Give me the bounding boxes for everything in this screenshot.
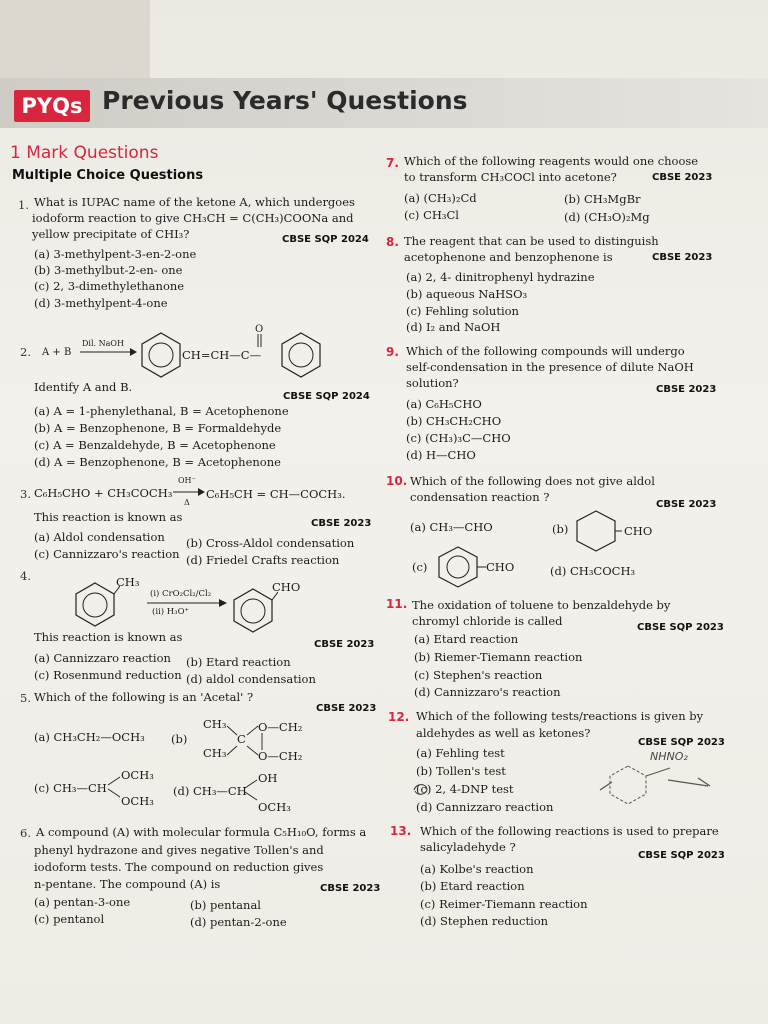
q6-option-a: (a) pentan-3-one [34,895,131,909]
q2-option-c: (c) A = Benzaldehyde, B = Acetophenone [34,438,276,452]
q7-number: 7. [386,156,399,170]
q9-option-b: (b) CH₃CH₂CHO [406,414,502,428]
q3-number: 3. [20,487,31,501]
q4-number: 4. [20,569,31,583]
q9-tag: CBSE 2023 [656,384,717,395]
q2-option-d: (d) A = Benzophenone, B = Acetophenone [34,455,281,469]
q7-tag: CBSE 2023 [652,172,713,183]
q10-tag: CBSE 2023 [656,499,717,510]
q3-question: This reaction is known as [34,510,183,524]
q5-d-bonds [243,778,261,804]
q6-line1: A compound (A) with molecular formula C₅H₁₀O, forms a [36,825,367,839]
q11-option-b: (b) Riemer-Tiemann reaction [414,650,583,664]
q11-option-a: (a) Etard reaction [414,632,519,646]
q5-option-c: (c) CH₃—CH [34,781,107,795]
q3-product: C₆H₅CH = CH—COCH₃. [206,487,346,501]
q5-option-b-label: (b) [171,732,188,746]
q5-number: 5. [20,691,31,705]
q3-reactants: C₆H₅CHO + CH₃COCH₃ [34,486,173,500]
q3-option-c: (c) Cannizzaro's reaction [34,547,180,561]
q12-handwritten-note: NHNO₂ [650,750,688,763]
q1-line3: yellow precipitate of CHI₃? [32,227,190,241]
q12-option-c: (c) 2, 4-DNP test [416,782,514,796]
q9-number: 9. [386,345,399,359]
q6-option-d: (d) pentan-2-one [190,915,287,929]
q5-b-ch3-top: CH₃ [203,717,227,731]
q12-answer-mark [412,780,430,798]
q1-option-a: (a) 3-methylpent-3-en-2-one [34,247,197,261]
q4-option-b: (b) Etard reaction [186,655,291,669]
q3-option-a: (a) Aldol condensation [34,530,165,544]
q3-reagent-bottom: Δ [184,498,190,507]
page-title: Previous Years' Questions [102,86,468,115]
q13-tag: CBSE SQP 2023 [638,850,725,861]
q9-line1: Which of the following compounds will undergo [406,344,685,358]
q2-option-a: (a) A = 1-phenylethanal, B = Acetophenone [34,404,289,418]
q5-c-top: OCH₃ [121,768,154,782]
pyqs-badge: PYQs [14,90,90,122]
q10-cyclohexane-ring [572,508,622,554]
q5-b-ch3-bottom: CH₃ [203,746,227,760]
q10-number: 10. [386,474,408,488]
q4-reagent1: (i) CrO₂Cl₂/Cl₂ [150,589,212,599]
q2-number: 2. [20,345,31,359]
q5-d-top: OH [258,771,278,785]
q8-line1: The reagent that can be used to distinguish [404,234,659,248]
q7-line2: to transform CH₃COCl into acetone? [404,170,617,184]
q10-option-c-group: CHO [486,560,515,574]
q3-arrow [172,487,206,497]
q2-benzene-ring-left [136,330,186,380]
section-title: 1 Mark Questions [10,143,159,163]
q4-question: This reaction is known as [34,630,183,644]
q3-option-d: (d) Friedel Crafts reaction [186,553,340,567]
q8-option-b: (b) aqueous NaHSO₃ [406,287,528,301]
q3-reagent-top: OH⁻ [178,476,196,485]
q12-handwritten-sketch [598,760,728,808]
q5-c-bottom: OCH₃ [121,794,154,808]
q7-option-c: (c) CH₃Cl [404,208,459,222]
q9-option-c: (c) (CH₃)₃C—CHO [406,431,511,445]
q12-tag: CBSE SQP 2023 [638,737,725,748]
q6-line4: n-pentane. The compound (A) is [34,877,221,891]
q3-option-b: (b) Cross-Aldol condensation [186,536,355,550]
q5-b-o-top: O—CH₂ [258,720,303,734]
q10-benzene-ring [434,544,488,590]
q6-tag: CBSE 2023 [320,883,381,894]
q12-option-d: (d) Cannizzaro reaction [416,800,554,814]
q12-line1: Which of the following tests/reactions is given by [416,709,704,723]
q12-option-a: (a) Fehling test [416,746,505,760]
q9-option-a: (a) C₆H₅CHO [406,397,482,411]
q11-tag: CBSE SQP 2023 [637,622,724,633]
q13-option-c: (c) Reimer-Tiemann reaction [420,897,588,911]
q2-option-b: (b) A = Benzophenone, B = Formaldehyde [34,421,282,435]
q4-right-group: CHO [272,580,301,594]
q13-line2: salicyladehyde ? [420,840,516,854]
q13-number: 13. [390,824,412,838]
q10-option-a: (a) CH₃—CHO [410,520,493,534]
q2-benzene-ring-right [276,330,326,380]
q9-line3: solution? [406,376,459,390]
q11-option-d: (d) Cannizzaro's reaction [414,685,561,699]
q1-option-b: (b) 3-methylbut-2-en- one [34,263,183,277]
q6-line2: phenyl hydrazone and gives negative Tollen's and [34,843,324,857]
q2-carbonyl-oxygen: O [255,324,264,335]
q5-b-carbon: C [237,732,246,746]
q4-toluene-ring [70,580,120,628]
q1-line2: iodoform reaction to give CH₃CH = C(CH₃)COONa and [32,211,354,225]
q5-b-o-bottom: O—CH₂ [258,749,303,763]
q11-option-c: (c) Stephen's reaction [414,668,543,682]
q5-tag: CBSE 2023 [316,703,377,714]
q2-double-bond [256,334,264,348]
q8-tag: CBSE 2023 [652,252,713,263]
q8-line2: acetophenone and benzophenone is [404,250,613,264]
q2-arrow [78,347,138,357]
q8-option-d: (d) I₂ and NaOH [406,320,501,334]
q5-b-bonds [225,722,265,762]
q2-reagent: Dil. NaOH [82,339,124,348]
q5-c-bonds [106,775,124,801]
q12-line2: aldehydes as well as ketones? [416,726,591,740]
q2-identify: Identify A and B. [34,380,133,394]
q1-tag: CBSE SQP 2024 [282,234,369,245]
q5-d-bottom: OCH₃ [258,800,291,814]
q10-option-c-label: (c) [412,560,428,574]
q10-line2: condensation reaction ? [410,490,550,504]
q3-tag: CBSE 2023 [311,518,372,529]
q12-option-b: (b) Tollen's test [416,764,506,778]
q5-question: Which of the following is an 'Acetal' ? [34,690,254,704]
q8-option-c: (c) Fehling solution [406,304,519,318]
q13-option-d: (d) Stephen reduction [420,914,549,928]
q6-number: 6. [20,826,31,840]
q4-option-d: (d) aldol condensation [186,672,316,686]
q10-option-b-group: CHO [624,524,653,538]
q8-option-a: (a) 2, 4- dinitrophenyl hydrazine [406,270,595,284]
q1-option-c: (c) 2, 3-dimethylethanone [34,279,185,293]
q5-option-d: (d) CH₃—CH [173,784,247,798]
q7-option-b: (b) CH₃MgBr [564,192,641,206]
q4-option-a: (a) Cannizzaro reaction [34,651,171,665]
q4-left-group: CH₃ [116,575,140,589]
q11-number: 11. [386,597,408,611]
q7-line1: Which of the following reagents would one choose [404,154,699,168]
q6-option-b: (b) pentanal [190,898,261,912]
q1-line1: What is IUPAC name of the ketone A, which undergoes [34,195,355,209]
q4-option-c: (c) Rosenmund reduction [34,668,182,682]
q11-line1: The oxidation of toluene to benzaldehyde by [412,598,671,612]
q12-number: 12. [388,710,410,724]
q2-reactants: A + B [42,347,72,358]
q2-product-chain: CH=CH—C— [182,348,262,362]
q8-number: 8. [386,235,399,249]
q9-line2: self-condensation in the presence of dilute NaOH [406,360,694,374]
q4-benzaldehyde-ring [228,586,278,634]
q13-option-a: (a) Kolbe's reaction [420,862,534,876]
q7-option-d: (d) (CH₃O)₂Mg [564,210,650,224]
q7-option-a: (a) (CH₃)₂Cd [404,191,477,205]
q4-reagent2: (ii) H₃O⁺ [152,607,190,617]
q5-option-a: (a) CH₃CH₂—OCH₃ [34,730,145,744]
q6-line3: iodoform tests. The compound on reduction gives [34,860,324,874]
q10-option-d: (d) CH₃COCH₃ [550,564,636,578]
q2-tag: CBSE SQP 2024 [283,391,370,402]
q6-option-c: (c) pentanol [34,912,105,926]
q13-line1: Which of the following reactions is used to prepare [420,824,719,838]
q13-option-b: (b) Etard reaction [420,879,525,893]
q10-line1: Which of the following does not give aldol [410,474,655,488]
q4-tag: CBSE 2023 [314,639,375,650]
q10-option-b-label: (b) [552,522,569,536]
q1-option-d: (d) 3-methylpent-4-one [34,296,168,310]
q1-number: 1. [18,198,29,212]
q9-option-d: (d) H—CHO [406,448,476,462]
q11-line2: chromyl chloride is called [412,614,563,628]
section-subtitle: Multiple Choice Questions [12,168,204,183]
